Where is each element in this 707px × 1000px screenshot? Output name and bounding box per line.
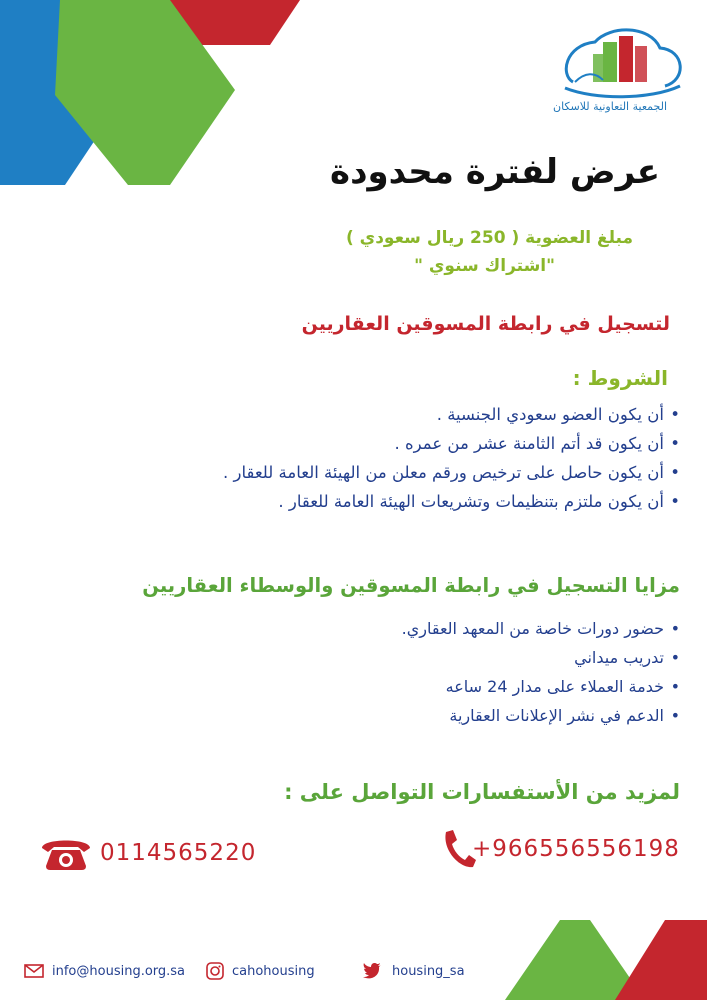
contact-heading: لمزيد من الأستفسارات التواصل على : (284, 780, 680, 804)
list-item: • تدريب ميداني (300, 643, 680, 672)
benefits-heading: مزايا التسجيل في رابطة المسوقين والوسطاء العقاريين (142, 574, 680, 597)
offer-title: عرض لفترة محدودة (330, 152, 660, 192)
register-heading: لتسجيل في رابطة المسوقين العقاريين (301, 313, 670, 335)
list-item: • الدعم في نشر الإعلانات العقارية (300, 701, 680, 730)
list-item: • خدمة العملاء على مدار 24 ساعه (300, 672, 680, 701)
conditions-list (140, 400, 680, 516)
benefits-list (300, 614, 680, 730)
organization-name: الجمعية التعاونية للاسكان (553, 100, 667, 113)
mobile-number[interactable]: +966556556198 (472, 836, 680, 862)
list-item: • أن يكون ملتزم بتنظيمات وتشريعات الهيئة العامة للعقار . (140, 487, 680, 516)
envelope-icon (24, 962, 44, 980)
conditions-heading: الشروط : (572, 366, 668, 390)
landline-number[interactable]: 0114565220 (100, 840, 257, 866)
decorative-shapes-bottom (505, 920, 707, 1000)
membership-fee: مبلغ العضوية ( 250 ريال سعودي ) (345, 228, 633, 248)
footer-email[interactable]: info@housing.org.sa (52, 964, 186, 979)
instagram-icon (205, 962, 225, 980)
list-item: • حضور دورات خاصة من المعهد العقاري. (300, 614, 680, 643)
phone-handset-icon (440, 828, 476, 870)
twitter-icon (362, 962, 382, 980)
subscription-type: "اشتراك سنوي " (414, 256, 555, 276)
list-item: • أن يكون قد أتم الثامنة عشر من عمره . (140, 429, 680, 458)
footer-instagram[interactable]: cahohousing (232, 964, 315, 979)
telephone-icon (40, 836, 92, 872)
list-item: • أن يكون حاصل على ترخيص ورقم معلن من الهيئة العامة للعقار . (140, 458, 680, 487)
list-item: • أن يكون العضو سعودي الجنسية . (140, 400, 680, 429)
footer-twitter[interactable]: housing_sa (392, 964, 465, 979)
